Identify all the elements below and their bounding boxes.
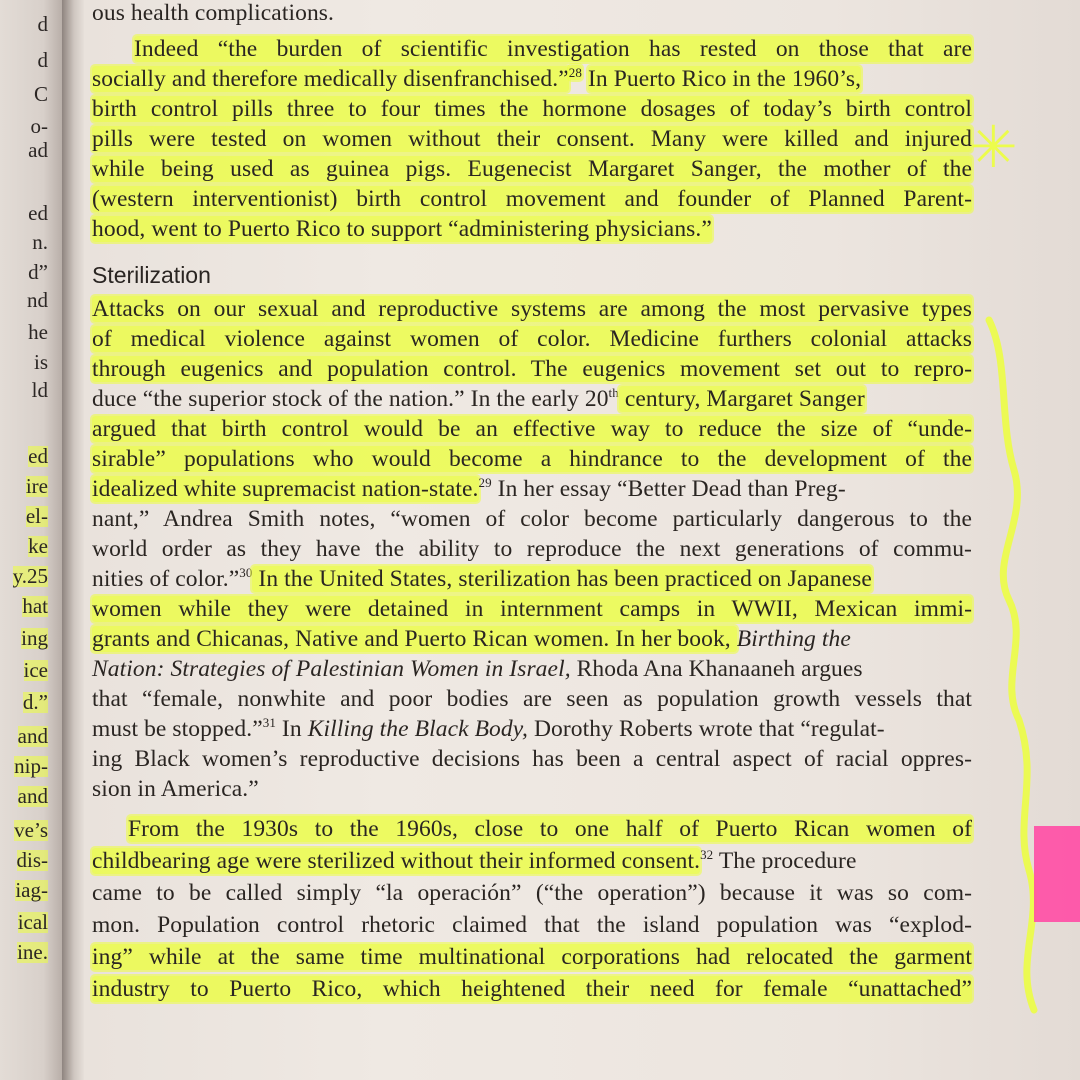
left-page-fragment: d” [28,260,48,284]
left-page-fragment: ire [25,474,48,498]
book-title-birthing: Nation: Strategies of Palestinian Women in Israel, [92,656,571,682]
book-title-killing: Killing the Black Body, [307,716,528,742]
left-page-fragment: d [37,48,48,72]
left-page-fragment: ed [28,444,48,468]
book-page [84,0,1080,1080]
para2-text: Dorothy Roberts wrote that “regulat- [527,716,885,742]
para2-text: world order as they have the ability to reproduce the next generations of commu- [92,536,972,562]
footnote-ref-30: 30 [239,565,253,581]
left-page-fragment: d.” [22,690,48,714]
para3-text: childbearing age were sterilized without their informed consent. [92,848,701,874]
para2-text: of medical violence against women of color. Medicine furthers colonial attacks [92,326,972,352]
left-page-fragment: ld [31,378,48,402]
top-line-text: ous health complications. [92,0,335,26]
left-page-fragment: ed [28,201,48,225]
para2-text: Rhoda Ana Khanaaneh argues [570,656,863,682]
left-page-fragment: ing [21,626,48,650]
para2-text: nities of color.” [92,566,240,592]
para2-text: sion in America.” [92,776,259,802]
para2-text: duce “the superior stock of the nation.” In the early 20 [92,386,609,412]
para2-text: sirable” populations who would become a hindrance to the development of the [92,446,972,472]
left-page-fragment: hat [22,594,48,618]
para2-text: Attacks on our sexual and reproductive systems are among the most pervasive types [92,296,972,322]
left-page-fragment: C [33,82,48,106]
left-page-fragment: el- [25,504,48,528]
para2-text: through eugenics and population control. The eugenics movement set out to repro- [92,356,972,382]
left-page-fragment: ad [28,138,48,162]
section-heading-text: Sterilization [92,262,211,288]
left-page-fragment: ine. [17,940,48,964]
left-page-fragment: iag- [15,878,48,902]
left-page-fragment: ve’s [14,818,48,842]
para2-text: grants and Chicanas, Native and Puerto Rican women. In her book, [92,626,737,652]
para1-text: (western interventionist) birth control movement and founder of Planned Parent- [92,186,972,212]
left-page-fragment: and [17,784,48,808]
para2-text: ing Black women’s reproductive decisions has been a central aspect of racial oppres- [92,746,972,772]
para2-text: In [275,716,308,742]
left-page-fragment: he [28,320,48,344]
previous-page-edge [0,0,62,1080]
para3-text: From the 1930s to the 1960s, close to one half of Puerto Rican women of [128,816,972,842]
para3-text: industry to Puerto Rico, which heightened their need for female “unattached” [92,976,972,1002]
left-page-fragment: y.25 [12,564,48,588]
para1-text: hood, went to Puerto Rico to support “administering physicians.” [92,216,712,242]
para1-text: birth control pills three to four times the hormone dosages of today’s birth control [92,96,972,122]
left-page-fragment: nd [27,288,48,312]
highlighter-star-mark: ✳ [969,113,1018,181]
para1-text: In Puerto Rico in the 1960’s, [587,66,862,92]
para2-text: nant,” Andrea Smith notes, “women of color become particularly dangerous to the [92,506,972,532]
para1-text: while being used as guinea pigs. Eugenecist Margaret Sanger, the mother of the [92,156,972,182]
para3-text: ing” while at the same time multinational corporations had relocated the garment [92,944,972,970]
left-page-fragment: is [33,350,48,374]
left-page-fragment: ical [17,910,48,934]
para2-text: women while they were detained in internment camps in WWII, Mexican immi- [92,596,972,622]
para2-text: argued that birth control would be an effective way to reduce the size of “unde- [92,416,972,442]
left-page-fragment: n. [32,230,48,254]
footnote-ref-28: 28 [568,65,582,81]
book-gutter [62,0,84,1080]
left-page-fragment: ke [28,534,48,558]
book-title-birthing: Birthing the [736,626,851,652]
left-page-fragment: o- [30,114,48,138]
sticky-note-flag [1034,826,1080,922]
left-page-fragment: dis- [16,848,48,872]
footnote-ref-32: 32 [700,847,714,863]
para2-text: century, Margaret Sanger [618,386,865,412]
para3-text: The procedure [713,848,857,874]
left-page-fragment: d [37,12,48,36]
para1-text: socially and therefore medically disenfranchised.” [92,66,569,92]
left-page-fragment: and [17,724,48,748]
para2-text: idealized white supremacist nation-state. [92,476,479,502]
para2-text: must be stopped.” [92,716,263,742]
left-page-fragment: nip- [14,754,48,778]
highlighter-margin-line [84,0,1080,1080]
left-page-fragment: ice [23,658,48,682]
para1-text: pills were tested on women without their consent. Many were killed and injured [92,126,972,152]
footnote-ref-31: 31 [262,715,276,731]
superscript-th: th [608,385,619,401]
para2-text: In her essay “Better Dead than Preg- [491,476,846,502]
para1-text: Indeed “the burden of scientific investigation has rested on those that are [134,36,972,62]
para2-text: that “female, nonwhite and poor bodies are seen as population growth vessels that [92,686,972,712]
para3-text: came to be called simply “la operación” (“the operation”) because it was so com- [92,880,972,906]
para3-text: mon. Population control rhetoric claimed that the island population was “explod- [92,912,972,938]
footnote-ref-29: 29 [478,475,492,491]
para2-text: In the United States, sterilization has been practiced on Japanese [252,566,872,592]
